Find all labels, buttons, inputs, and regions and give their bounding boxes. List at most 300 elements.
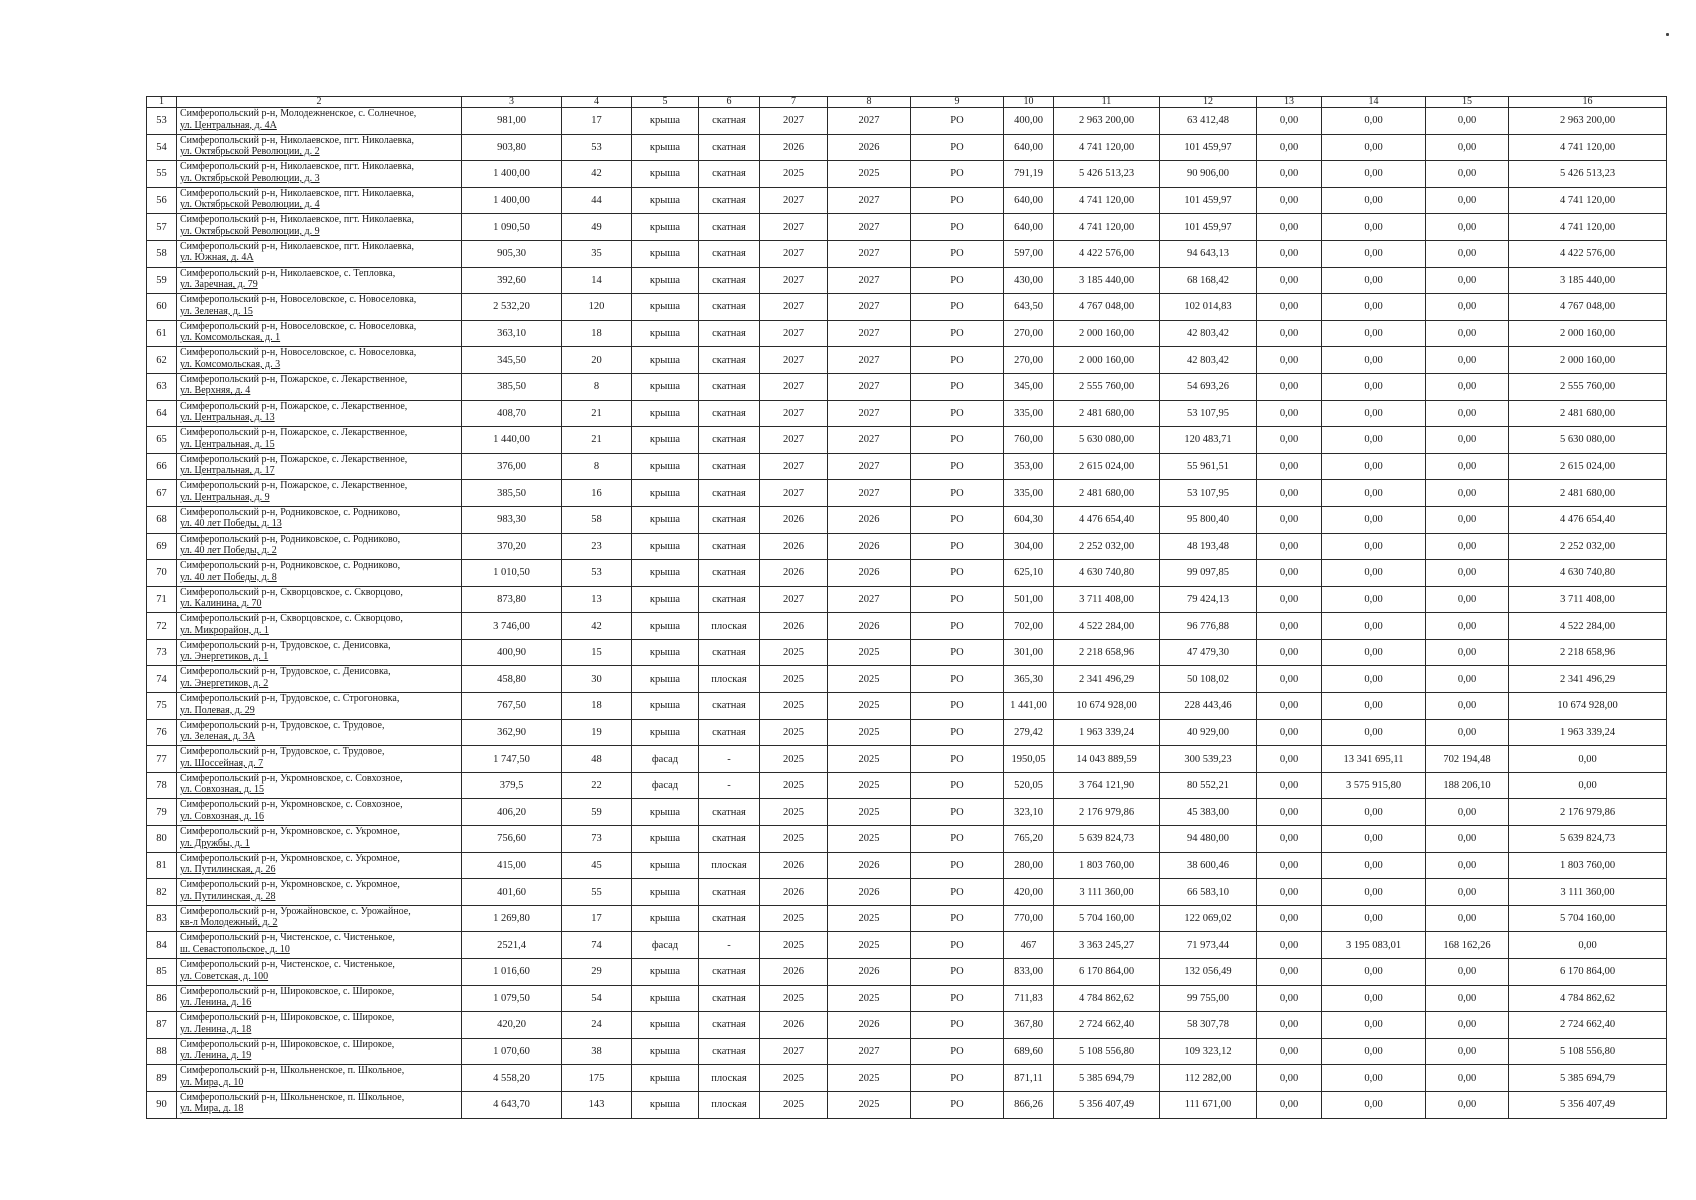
element-type-cell: крыша — [632, 427, 699, 454]
address-cell — [177, 826, 462, 853]
residents-cell: 19 — [562, 719, 632, 746]
element-type-cell: крыша — [632, 480, 699, 507]
row-number-cell: 79 — [147, 799, 177, 826]
address-line-street: кв-л Молодежный, д. 2 — [180, 917, 278, 929]
roof-kind-cell: скатная — [699, 799, 760, 826]
table-row — [147, 533, 1667, 560]
year-end-cell: 2025 — [828, 905, 911, 932]
total-cost-cell: 4 476 654,40 — [1054, 506, 1160, 533]
volume-cell: 770,00 — [1004, 905, 1054, 932]
total-cost-cell: 5 385 694,79 — [1054, 1065, 1160, 1092]
year-end-cell: 2025 — [828, 799, 911, 826]
area-cell: 392,60 — [462, 267, 562, 294]
row-number-cell: 77 — [147, 746, 177, 773]
fund-c-cell: 0,00 — [1426, 879, 1509, 906]
total-cost-cell: 5 704 160,00 — [1054, 905, 1160, 932]
address-cell — [177, 852, 462, 879]
fund-b-cell: 0,00 — [1322, 214, 1426, 241]
year-end-cell: 2025 — [828, 693, 911, 720]
address-line-settlement: Симферопольский р-н, Урожайновское, с. Урожайное, — [180, 905, 411, 917]
method-cell: РО — [911, 214, 1004, 241]
fund-a-cell: 0,00 — [1257, 932, 1322, 959]
roof-kind-cell: скатная — [699, 214, 760, 241]
column-number-header: 4 — [562, 97, 632, 108]
address-line-settlement: Симферопольский р-н, Трудовское, с. Денисовка, — [180, 639, 391, 651]
address-cell — [177, 134, 462, 161]
fund-d-cell: 5 356 407,49 — [1509, 1091, 1667, 1118]
address-line-settlement: Симферопольский р-н, Трудовское, с. Трудовое, — [180, 746, 385, 758]
residents-cell: 120 — [562, 294, 632, 321]
address-cell — [177, 666, 462, 693]
fund-c-cell: 0,00 — [1426, 799, 1509, 826]
address-line-street: ул. Комсомольская, д. 3 — [180, 358, 281, 370]
fund-a-cell: 0,00 — [1257, 400, 1322, 427]
table-row — [147, 373, 1667, 400]
volume-cell: 420,00 — [1004, 879, 1054, 906]
fund-a-cell: 0,00 — [1257, 294, 1322, 321]
fund-b-cell: 0,00 — [1322, 453, 1426, 480]
row-number-cell: 71 — [147, 586, 177, 613]
year-start-cell: 2027 — [760, 400, 828, 427]
year-end-cell: 2025 — [828, 746, 911, 773]
row-number-cell: 90 — [147, 1091, 177, 1118]
row-number-cell: 67 — [147, 480, 177, 507]
column-number-header: 2 — [177, 97, 462, 108]
residents-cell: 17 — [562, 905, 632, 932]
roof-kind-cell: скатная — [699, 719, 760, 746]
year-start-cell: 2025 — [760, 1091, 828, 1118]
row-number-cell: 82 — [147, 879, 177, 906]
method-cell: РО — [911, 267, 1004, 294]
address-cell — [177, 560, 462, 587]
address-line-street: ул. Дружбы, д. 1 — [180, 837, 250, 849]
row-number-cell: 85 — [147, 959, 177, 986]
element-type-cell: крыша — [632, 214, 699, 241]
fund-b-cell: 3 575 915,80 — [1322, 772, 1426, 799]
address-line-settlement: Симферопольский р-н, Новоселовское, с. Новоселовка, — [180, 320, 417, 332]
year-end-cell: 2026 — [828, 852, 911, 879]
table-row — [147, 560, 1667, 587]
year-end-cell: 2027 — [828, 267, 911, 294]
column-number-header: 14 — [1322, 97, 1426, 108]
address-cell — [177, 453, 462, 480]
unit-cost-cell: 54 693,26 — [1160, 373, 1257, 400]
row-number-cell: 69 — [147, 533, 177, 560]
area-cell: 1 090,50 — [462, 214, 562, 241]
unit-cost-cell: 40 929,00 — [1160, 719, 1257, 746]
address-line-settlement: Симферопольский р-н, Укромновское, с. Укромное, — [180, 852, 400, 864]
table-row — [147, 1038, 1667, 1065]
address-line-street: ул. 40 лет Победы, д. 8 — [180, 571, 277, 583]
roof-kind-cell: скатная — [699, 161, 760, 188]
residents-cell: 143 — [562, 1091, 632, 1118]
residents-cell: 14 — [562, 267, 632, 294]
method-cell: РО — [911, 1091, 1004, 1118]
roof-kind-cell: скатная — [699, 560, 760, 587]
column-number-header: 8 — [828, 97, 911, 108]
total-cost-cell: 2 615 024,00 — [1054, 453, 1160, 480]
year-end-cell: 2026 — [828, 1012, 911, 1039]
fund-b-cell: 0,00 — [1322, 693, 1426, 720]
volume-cell: 711,83 — [1004, 985, 1054, 1012]
volume-cell: 791,19 — [1004, 161, 1054, 188]
fund-d-cell: 1 963 339,24 — [1509, 719, 1667, 746]
fund-c-cell: 702 194,48 — [1426, 746, 1509, 773]
year-start-cell: 2026 — [760, 506, 828, 533]
row-number-cell: 87 — [147, 1012, 177, 1039]
unit-cost-cell: 58 307,78 — [1160, 1012, 1257, 1039]
fund-a-cell: 0,00 — [1257, 347, 1322, 374]
address-line-street: ул. Мира, д. 10 — [180, 1076, 244, 1088]
total-cost-cell: 2 555 760,00 — [1054, 373, 1160, 400]
fund-c-cell: 0,00 — [1426, 108, 1509, 135]
method-cell: РО — [911, 666, 1004, 693]
method-cell: РО — [911, 320, 1004, 347]
roof-kind-cell: скатная — [699, 1012, 760, 1039]
fund-d-cell: 2 963 200,00 — [1509, 108, 1667, 135]
year-start-cell: 2026 — [760, 852, 828, 879]
year-end-cell: 2025 — [828, 666, 911, 693]
address-line-settlement: Симферопольский р-н, Новоселовское, с. Новоселовка, — [180, 294, 417, 306]
address-line-settlement: Симферопольский р-н, Родниковское, с. Родниково, — [180, 533, 401, 545]
area-cell: 981,00 — [462, 108, 562, 135]
residents-cell: 44 — [562, 187, 632, 214]
residents-cell: 24 — [562, 1012, 632, 1039]
row-number-cell: 65 — [147, 427, 177, 454]
total-cost-cell: 6 170 864,00 — [1054, 959, 1160, 986]
year-start-cell: 2027 — [760, 320, 828, 347]
element-type-cell: крыша — [632, 1038, 699, 1065]
method-cell: РО — [911, 586, 1004, 613]
year-start-cell: 2027 — [760, 187, 828, 214]
fund-b-cell: 0,00 — [1322, 533, 1426, 560]
unit-cost-cell: 63 412,48 — [1160, 108, 1257, 135]
method-cell: РО — [911, 826, 1004, 853]
residents-cell: 8 — [562, 373, 632, 400]
year-end-cell: 2025 — [828, 719, 911, 746]
row-number-cell: 66 — [147, 453, 177, 480]
residents-cell: 74 — [562, 932, 632, 959]
year-end-cell: 2027 — [828, 347, 911, 374]
table-row — [147, 1065, 1667, 1092]
unit-cost-cell: 38 600,46 — [1160, 852, 1257, 879]
address-cell — [177, 294, 462, 321]
unit-cost-cell: 101 459,97 — [1160, 214, 1257, 241]
unit-cost-cell: 42 803,42 — [1160, 320, 1257, 347]
residents-cell: 23 — [562, 533, 632, 560]
year-end-cell: 2027 — [828, 400, 911, 427]
residents-cell: 59 — [562, 799, 632, 826]
address-line-street: ул. Зеленая, д. 15 — [180, 305, 253, 317]
fund-a-cell: 0,00 — [1257, 746, 1322, 773]
year-end-cell: 2025 — [828, 639, 911, 666]
total-cost-cell: 5 356 407,49 — [1054, 1091, 1160, 1118]
area-cell: 873,80 — [462, 586, 562, 613]
year-start-cell: 2025 — [760, 799, 828, 826]
year-start-cell: 2026 — [760, 533, 828, 560]
fund-a-cell: 0,00 — [1257, 1038, 1322, 1065]
fund-d-cell: 10 674 928,00 — [1509, 693, 1667, 720]
address-line-street: ул. Калинина, д. 70 — [180, 598, 262, 610]
row-number-cell: 88 — [147, 1038, 177, 1065]
fund-c-cell: 0,00 — [1426, 666, 1509, 693]
roof-kind-cell: скатная — [699, 400, 760, 427]
element-type-cell: крыша — [632, 560, 699, 587]
area-cell: 370,20 — [462, 533, 562, 560]
address-line-settlement: Симферопольский р-н, Скворцовское, с. Скворцово, — [180, 586, 403, 598]
table-row — [147, 480, 1667, 507]
address-line-settlement: Симферопольский р-н, Трудовское, с. Трудовое, — [180, 719, 385, 731]
row-number-cell: 57 — [147, 214, 177, 241]
total-cost-cell: 4 767 048,00 — [1054, 294, 1160, 321]
area-cell: 385,50 — [462, 373, 562, 400]
address-line-street: ул. Совхозная, д. 16 — [180, 810, 264, 822]
table-row — [147, 666, 1667, 693]
element-type-cell: крыша — [632, 666, 699, 693]
method-cell: РО — [911, 560, 1004, 587]
row-number-cell: 68 — [147, 506, 177, 533]
method-cell: РО — [911, 613, 1004, 640]
area-cell: 376,00 — [462, 453, 562, 480]
fund-d-cell: 2 341 496,29 — [1509, 666, 1667, 693]
fund-c-cell: 188 206,10 — [1426, 772, 1509, 799]
address-cell — [177, 400, 462, 427]
year-end-cell: 2025 — [828, 932, 911, 959]
volume-cell: 640,00 — [1004, 214, 1054, 241]
volume-cell: 365,30 — [1004, 666, 1054, 693]
volume-cell: 279,42 — [1004, 719, 1054, 746]
element-type-cell: крыша — [632, 161, 699, 188]
method-cell: РО — [911, 1065, 1004, 1092]
year-end-cell: 2027 — [828, 240, 911, 267]
address-cell — [177, 719, 462, 746]
fund-d-cell: 4 784 862,62 — [1509, 985, 1667, 1012]
residents-cell: 18 — [562, 693, 632, 720]
total-cost-cell: 4 522 284,00 — [1054, 613, 1160, 640]
residents-cell: 49 — [562, 214, 632, 241]
row-number-cell: 63 — [147, 373, 177, 400]
volume-cell: 597,00 — [1004, 240, 1054, 267]
total-cost-cell: 4 741 120,00 — [1054, 134, 1160, 161]
address-cell — [177, 506, 462, 533]
year-start-cell: 2027 — [760, 1038, 828, 1065]
fund-a-cell: 0,00 — [1257, 1065, 1322, 1092]
table-row — [147, 1012, 1667, 1039]
area-cell: 345,50 — [462, 347, 562, 374]
total-cost-cell: 4 741 120,00 — [1054, 214, 1160, 241]
year-end-cell: 2025 — [828, 1065, 911, 1092]
address-cell — [177, 799, 462, 826]
fund-a-cell: 0,00 — [1257, 320, 1322, 347]
fund-c-cell: 0,00 — [1426, 134, 1509, 161]
area-cell: 401,60 — [462, 879, 562, 906]
area-cell: 379,5 — [462, 772, 562, 799]
element-type-cell: крыша — [632, 985, 699, 1012]
year-end-cell: 2027 — [828, 480, 911, 507]
address-cell — [177, 932, 462, 959]
fund-d-cell: 5 639 824,73 — [1509, 826, 1667, 853]
fund-c-cell: 0,00 — [1426, 320, 1509, 347]
roof-kind-cell: скатная — [699, 480, 760, 507]
year-start-cell: 2026 — [760, 613, 828, 640]
residents-cell: 13 — [562, 586, 632, 613]
fund-a-cell: 0,00 — [1257, 719, 1322, 746]
total-cost-cell: 4 422 576,00 — [1054, 240, 1160, 267]
column-number-header: 10 — [1004, 97, 1054, 108]
year-start-cell: 2027 — [760, 108, 828, 135]
fund-d-cell: 2 724 662,40 — [1509, 1012, 1667, 1039]
element-type-cell: крыша — [632, 586, 699, 613]
method-cell: РО — [911, 134, 1004, 161]
table-row — [147, 985, 1667, 1012]
table-row — [147, 879, 1667, 906]
address-line-street: ул. Верхняя, д. 4 — [180, 385, 251, 397]
unit-cost-cell: 122 069,02 — [1160, 905, 1257, 932]
volume-cell: 689,60 — [1004, 1038, 1054, 1065]
element-type-cell: крыша — [632, 1012, 699, 1039]
year-end-cell: 2025 — [828, 772, 911, 799]
total-cost-cell: 4 784 862,62 — [1054, 985, 1160, 1012]
method-cell: РО — [911, 879, 1004, 906]
address-line-street: ул. Ленина, д. 18 — [180, 1023, 252, 1035]
fund-c-cell: 0,00 — [1426, 240, 1509, 267]
address-line-settlement: Симферопольский р-н, Новоселовское, с. Новоселовка, — [180, 347, 417, 359]
column-number-header: 1 — [147, 97, 177, 108]
volume-cell: 301,00 — [1004, 639, 1054, 666]
fund-b-cell: 0,00 — [1322, 161, 1426, 188]
row-number-cell: 74 — [147, 666, 177, 693]
method-cell: РО — [911, 905, 1004, 932]
area-cell: 903,80 — [462, 134, 562, 161]
element-type-cell: крыша — [632, 108, 699, 135]
address-line-street: ул. Октябрьской Революции, д. 9 — [180, 225, 320, 237]
year-end-cell: 2025 — [828, 985, 911, 1012]
fund-d-cell: 4 422 576,00 — [1509, 240, 1667, 267]
roof-kind-cell: скатная — [699, 187, 760, 214]
volume-cell: 625,10 — [1004, 560, 1054, 587]
address-cell — [177, 533, 462, 560]
address-line-street: ул. Микрорайон, д. 1 — [180, 624, 269, 636]
unit-cost-cell: 90 906,00 — [1160, 161, 1257, 188]
unit-cost-cell: 109 323,12 — [1160, 1038, 1257, 1065]
fund-c-cell: 0,00 — [1426, 1091, 1509, 1118]
fund-b-cell: 0,00 — [1322, 1038, 1426, 1065]
element-type-cell: крыша — [632, 240, 699, 267]
total-cost-cell: 2 218 658,96 — [1054, 639, 1160, 666]
volume-cell: 640,00 — [1004, 134, 1054, 161]
fund-b-cell: 0,00 — [1322, 959, 1426, 986]
fund-b-cell: 0,00 — [1322, 985, 1426, 1012]
year-start-cell: 2027 — [760, 453, 828, 480]
volume-cell: 765,20 — [1004, 826, 1054, 853]
year-end-cell: 2026 — [828, 959, 911, 986]
address-cell — [177, 613, 462, 640]
fund-c-cell: 0,00 — [1426, 161, 1509, 188]
address-cell — [177, 746, 462, 773]
fund-b-cell: 0,00 — [1322, 347, 1426, 374]
fund-b-cell: 0,00 — [1322, 613, 1426, 640]
fund-b-cell: 0,00 — [1322, 108, 1426, 135]
unit-cost-cell: 47 479,30 — [1160, 639, 1257, 666]
area-cell: 406,20 — [462, 799, 562, 826]
element-type-cell: крыша — [632, 320, 699, 347]
address-line-settlement: Симферопольский р-н, Широковское, с. Широкое, — [180, 985, 395, 997]
residents-cell: 73 — [562, 826, 632, 853]
year-start-cell: 2025 — [760, 693, 828, 720]
method-cell: РО — [911, 1012, 1004, 1039]
area-cell: 1 747,50 — [462, 746, 562, 773]
unit-cost-cell: 112 282,00 — [1160, 1065, 1257, 1092]
unit-cost-cell: 99 755,00 — [1160, 985, 1257, 1012]
address-cell — [177, 214, 462, 241]
method-cell: РО — [911, 427, 1004, 454]
address-line-settlement: Симферопольский р-н, Родниковское, с. Родниково, — [180, 506, 401, 518]
address-line-street: ул. Путилинская, д. 28 — [180, 890, 276, 902]
residents-cell: 53 — [562, 134, 632, 161]
roof-kind-cell: скатная — [699, 294, 760, 321]
row-number-cell: 89 — [147, 1065, 177, 1092]
fund-b-cell: 0,00 — [1322, 852, 1426, 879]
total-cost-cell: 14 043 889,59 — [1054, 746, 1160, 773]
unit-cost-cell: 53 107,95 — [1160, 480, 1257, 507]
roof-kind-cell: скатная — [699, 506, 760, 533]
fund-c-cell: 0,00 — [1426, 533, 1509, 560]
total-cost-cell: 2 481 680,00 — [1054, 400, 1160, 427]
element-type-cell: крыша — [632, 134, 699, 161]
fund-a-cell: 0,00 — [1257, 134, 1322, 161]
address-line-settlement: Симферопольский р-н, Молодежненское, с. Солнечное, — [180, 108, 417, 119]
row-number-cell: 72 — [147, 613, 177, 640]
table-row — [147, 959, 1667, 986]
year-start-cell: 2025 — [760, 746, 828, 773]
address-line-street: ул. Полевая, д. 29 — [180, 704, 255, 716]
fund-b-cell: 0,00 — [1322, 1091, 1426, 1118]
fund-c-cell: 0,00 — [1426, 453, 1509, 480]
roof-kind-cell: скатная — [699, 134, 760, 161]
fund-c-cell: 0,00 — [1426, 427, 1509, 454]
address-line-street: ул. Центральная, д. 15 — [180, 438, 275, 450]
row-number-cell: 75 — [147, 693, 177, 720]
fund-c-cell: 0,00 — [1426, 373, 1509, 400]
total-cost-cell: 5 426 513,23 — [1054, 161, 1160, 188]
table-row — [147, 267, 1667, 294]
address-line-settlement: Симферопольский р-н, Школьненское, п. Школьное, — [180, 1065, 405, 1077]
roof-kind-cell: скатная — [699, 427, 760, 454]
unit-cost-cell: 45 383,00 — [1160, 799, 1257, 826]
unit-cost-cell: 66 583,10 — [1160, 879, 1257, 906]
element-type-cell: фасад — [632, 932, 699, 959]
fund-d-cell: 4 522 284,00 — [1509, 613, 1667, 640]
fund-c-cell: 0,00 — [1426, 1065, 1509, 1092]
volume-cell: 430,00 — [1004, 267, 1054, 294]
method-cell: РО — [911, 506, 1004, 533]
address-line-settlement: Симферопольский р-н, Школьненское, п. Школьное, — [180, 1091, 405, 1103]
repair-register-table — [146, 96, 1667, 1119]
method-cell: РО — [911, 639, 1004, 666]
fund-c-cell: 0,00 — [1426, 693, 1509, 720]
table-row — [147, 772, 1667, 799]
address-line-settlement: Симферопольский р-н, Укромновское, с. Совхозное, — [180, 799, 403, 811]
address-line-settlement: Симферопольский р-н, Чистенское, с. Чистенькое, — [180, 959, 395, 970]
fund-a-cell: 0,00 — [1257, 1091, 1322, 1118]
fund-a-cell: 0,00 — [1257, 879, 1322, 906]
fund-c-cell: 0,00 — [1426, 639, 1509, 666]
fund-b-cell: 0,00 — [1322, 639, 1426, 666]
fund-c-cell: 0,00 — [1426, 959, 1509, 986]
fund-d-cell: 0,00 — [1509, 746, 1667, 773]
fund-a-cell: 0,00 — [1257, 187, 1322, 214]
fund-d-cell: 5 108 556,80 — [1509, 1038, 1667, 1065]
